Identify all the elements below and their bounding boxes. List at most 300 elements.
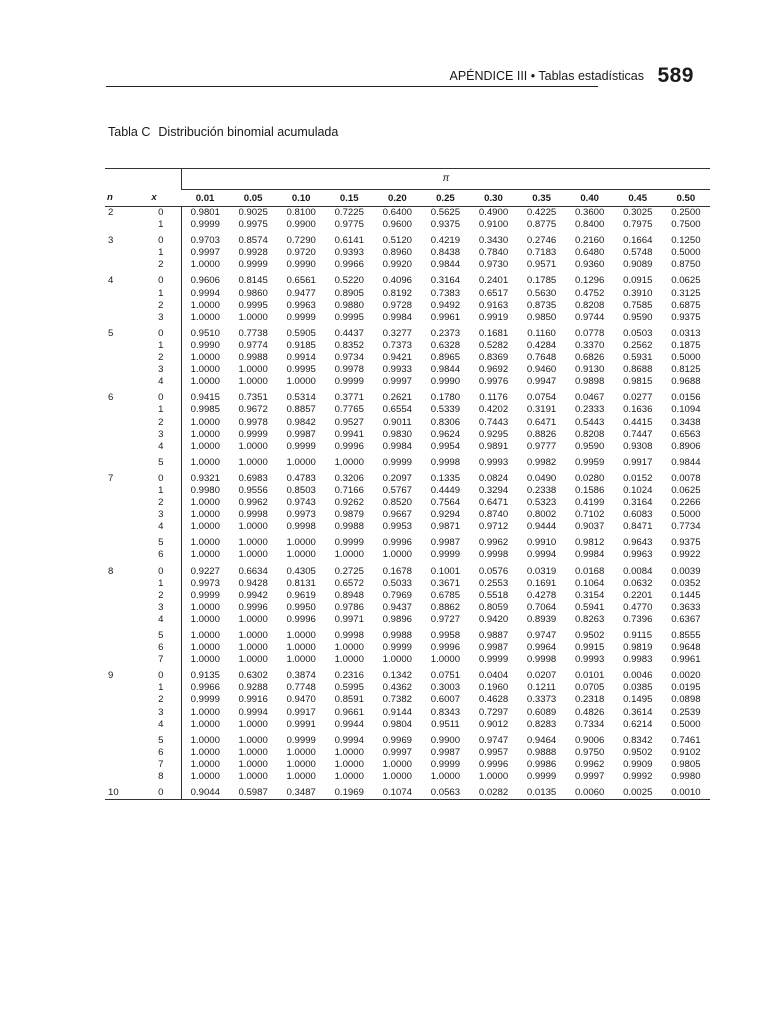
- cell-probability: 0.9987: [430, 746, 461, 758]
- cell-n: 4: [108, 275, 114, 287]
- cell-probability: 1.0000: [190, 428, 220, 440]
- cell-probability: 0.8471: [623, 521, 653, 533]
- cell-probability: 0.4219: [430, 235, 461, 247]
- cell-probability: 0.9428: [238, 577, 268, 589]
- cell-probability: 0.9375: [671, 537, 701, 549]
- cell-probability: 0.9998: [430, 456, 461, 468]
- cell-probability: 0.0751: [430, 670, 461, 682]
- cell-probability: 1.0000: [190, 509, 220, 521]
- cell-probability: 0.9624: [430, 428, 461, 440]
- header-rule: [106, 86, 598, 87]
- cell-probability: 0.6634: [238, 565, 268, 577]
- cell-n: 9: [108, 670, 114, 682]
- cell-probability: 0.0898: [671, 694, 701, 706]
- table-row: [105, 497, 710, 509]
- cell-probability: 0.8574: [238, 235, 268, 247]
- cell-x: 5: [127, 626, 181, 642]
- cell-probability: 1.0000: [190, 376, 220, 388]
- cell-probability: 1.0000: [190, 416, 220, 428]
- cell-probability: 0.5323: [526, 497, 557, 509]
- cell-probability: 0.1664: [623, 235, 653, 247]
- cell-probability: 0.8905: [334, 287, 364, 299]
- cell-probability: 1.0000: [430, 771, 461, 783]
- cell-probability: 0.9992: [623, 771, 653, 783]
- cell-probability: 0.9996: [430, 642, 461, 654]
- cell-x: 7: [127, 654, 181, 666]
- cell-probability: 0.9995: [334, 311, 364, 323]
- cell-x: 4: [127, 719, 181, 731]
- cell-probability: 0.3191: [526, 404, 557, 416]
- cell-probability: 0.8002: [526, 509, 557, 521]
- cell-probability: 1.0000: [190, 299, 220, 311]
- cell-probability: 0.9360: [574, 259, 605, 271]
- cell-probability: 0.9998: [286, 521, 316, 533]
- cell-n: [105, 549, 127, 561]
- cell-probability: 0.8343: [430, 706, 461, 718]
- cell-probability: 0.2725: [334, 565, 364, 577]
- cell-probability: 0.9502: [574, 630, 605, 641]
- cell-probability: 0.1335: [430, 472, 461, 484]
- cell-probability: 1.0000: [238, 654, 268, 666]
- cell-probability: 0.9993: [478, 456, 509, 468]
- cell-probability: 0.7166: [334, 484, 364, 496]
- cell-n: [105, 654, 127, 666]
- cell-x: 2: [127, 417, 181, 429]
- cell-probability: 0.6367: [671, 613, 701, 625]
- cell-n: [105, 441, 127, 453]
- cell-probability: 1.0000: [238, 311, 268, 323]
- cell-n: [105, 642, 127, 654]
- table-row: [105, 747, 710, 759]
- table-row: [105, 219, 710, 231]
- table-row: [105, 562, 710, 578]
- cell-probability: 0.8740: [478, 509, 509, 521]
- table-row: [105, 404, 710, 416]
- cell-probability: 1.0000: [190, 364, 220, 376]
- cell-probability: 0.9898: [574, 376, 605, 388]
- cell-probability: 0.7373: [382, 339, 413, 351]
- cell-probability: 0.9973: [286, 509, 316, 521]
- cell-probability: 0.9996: [238, 601, 268, 613]
- cell-probability: 0.6328: [430, 339, 461, 351]
- cell-probability: 0.9712: [478, 521, 509, 533]
- table-row: [105, 642, 710, 654]
- cell-n: [105, 626, 127, 642]
- cell-probability: 0.9990: [286, 259, 316, 271]
- cell-probability: 0.6141: [334, 235, 364, 247]
- cell-probability: 0.9842: [286, 416, 316, 428]
- cell-probability: 1.0000: [190, 521, 220, 533]
- cell-probability: 0.6785: [430, 589, 461, 601]
- cell-probability: 0.2318: [574, 694, 605, 706]
- cell-x: 6: [127, 549, 181, 561]
- cell-probability: 0.9999: [430, 549, 461, 561]
- cell-probability: 0.6554: [382, 404, 413, 416]
- table-row: [105, 376, 710, 388]
- cell-n: [105, 453, 127, 469]
- cell-probability: 0.0020: [671, 670, 701, 682]
- cell-probability: 0.7840: [478, 247, 509, 259]
- cell-probability: 0.9321: [190, 472, 220, 484]
- cell-probability: 0.7383: [430, 287, 461, 299]
- cell-probability: 0.9688: [671, 376, 701, 388]
- cell-n: [105, 533, 127, 549]
- cell-x: 0: [127, 231, 181, 247]
- cell-probability: 0.9957: [478, 746, 509, 758]
- cell-probability: 1.0000: [238, 718, 268, 730]
- page-number: 589: [657, 64, 694, 87]
- cell-probability: 0.9984: [382, 311, 413, 323]
- cell-probability: 0.1296: [574, 275, 605, 287]
- column-header-pi: 0.35: [518, 190, 566, 207]
- cell-probability: 0.9661: [334, 706, 364, 718]
- cell-probability: 0.8857: [286, 404, 316, 416]
- cell-probability: 0.7765: [334, 404, 364, 416]
- cell-probability: 0.9115: [623, 630, 653, 641]
- cell-probability: 0.0101: [574, 670, 605, 682]
- cell-probability: 0.9971: [334, 613, 364, 625]
- cell-probability: 0.9163: [478, 299, 509, 311]
- cell-probability: 1.0000: [286, 771, 316, 783]
- cell-probability: 0.9997: [382, 376, 413, 388]
- cell-probability: 0.9917: [286, 706, 316, 718]
- cell-probability: 0.3874: [286, 670, 316, 682]
- table-row: [105, 654, 710, 666]
- cell-probability: 0.9648: [671, 642, 701, 654]
- cell-x: 1: [127, 247, 181, 259]
- cell-x: 5: [127, 453, 181, 469]
- cell-probability: 0.9037: [574, 521, 605, 533]
- cell-probability: 0.9375: [430, 219, 461, 231]
- cell-probability: 0.9728: [382, 299, 413, 311]
- cell-probability: 0.0404: [478, 670, 509, 682]
- cell-probability: 0.9571: [526, 259, 557, 271]
- cell-probability: 0.6572: [334, 577, 364, 589]
- cell-probability: 0.9444: [526, 521, 557, 533]
- cell-probability: 0.8125: [671, 364, 701, 376]
- cell-probability: 0.9950: [286, 601, 316, 613]
- table-row: [105, 521, 710, 533]
- cell-probability: 0.5220: [334, 275, 364, 287]
- cell-probability: 0.5314: [286, 392, 316, 404]
- cell-probability: 1.0000: [334, 746, 364, 758]
- table-row: [105, 300, 710, 312]
- cell-probability: 0.3154: [574, 589, 605, 601]
- cell-probability: 0.9941: [334, 428, 364, 440]
- cell-probability: 0.0277: [623, 392, 653, 404]
- cell-probability: 0.8948: [334, 589, 364, 601]
- cell-n: [105, 485, 127, 497]
- cell-probability: 0.8775: [526, 219, 557, 231]
- cell-probability: 1.0000: [238, 537, 268, 549]
- cell-probability: 0.7351: [238, 392, 268, 404]
- cell-probability: 0.9963: [623, 549, 653, 561]
- cell-probability: 1.0000: [190, 706, 220, 718]
- cell-probability: 0.2562: [623, 339, 653, 351]
- cell-probability: 0.2746: [526, 235, 557, 247]
- cell-probability: 0.5748: [623, 247, 653, 259]
- cell-probability: 0.9730: [478, 259, 509, 271]
- cell-probability: 0.9922: [671, 549, 701, 561]
- cell-probability: 0.9997: [574, 771, 605, 783]
- cell-probability: 0.5033: [382, 577, 413, 589]
- cell-probability: 0.0352: [671, 577, 701, 589]
- cell-probability: 0.5282: [478, 339, 509, 351]
- cell-probability: 0.4449: [430, 484, 461, 496]
- cell-x: 1: [127, 682, 181, 694]
- cell-n: [105, 429, 127, 441]
- cell-probability: 0.7585: [623, 299, 653, 311]
- cell-probability: 0.9928: [238, 247, 268, 259]
- cell-probability: 0.0503: [623, 327, 653, 339]
- cell-probability: 0.0385: [623, 682, 653, 694]
- cell-probability: 0.9999: [286, 734, 316, 746]
- cell-probability: 0.7748: [286, 682, 316, 694]
- cell-probability: 1.0000: [286, 630, 316, 641]
- cell-n: [105, 417, 127, 429]
- cell-probability: 0.9727: [430, 613, 461, 625]
- cell-x: 2: [127, 497, 181, 509]
- cell-probability: 0.9969: [382, 734, 413, 746]
- cell-probability: 1.0000: [190, 537, 220, 549]
- cell-probability: 0.7648: [526, 352, 557, 364]
- cell-x: 0: [127, 207, 181, 220]
- cell-probability: 0.0195: [671, 682, 701, 694]
- cell-probability: 0.3003: [430, 682, 461, 694]
- cell-probability: 0.9871: [430, 521, 461, 533]
- cell-probability: 0.4362: [382, 682, 413, 694]
- cell-probability: 0.0084: [623, 565, 653, 577]
- cell-probability: 0.9025: [238, 207, 268, 218]
- cell-n: 8: [108, 565, 114, 577]
- cell-x: 3: [127, 429, 181, 441]
- cell-probability: 1.0000: [190, 456, 220, 468]
- cell-probability: 0.2160: [574, 235, 605, 247]
- cell-probability: 0.5941: [574, 601, 605, 613]
- cell-probability: 0.9415: [190, 392, 220, 404]
- cell-x: 1: [127, 404, 181, 416]
- cell-probability: 0.7975: [623, 219, 653, 231]
- cell-probability: 0.0563: [421, 783, 469, 800]
- cell-probability: 0.9962: [574, 758, 605, 770]
- cell-probability: 0.1780: [430, 392, 461, 404]
- cell-probability: 0.9590: [574, 440, 605, 452]
- cell-probability: 0.3125: [671, 287, 701, 299]
- cell-probability: 0.0824: [478, 472, 509, 484]
- cell-probability: 0.9963: [286, 299, 316, 311]
- cell-probability: 0.7461: [671, 734, 701, 746]
- cell-n: [105, 259, 127, 271]
- cell-probability: 0.4199: [574, 497, 605, 509]
- table-row: [105, 207, 710, 220]
- cell-probability: 1.0000: [238, 630, 268, 641]
- cell-probability: 0.9999: [190, 219, 220, 231]
- cell-probability: 0.9999: [286, 440, 316, 452]
- cell-probability: 0.9619: [286, 589, 316, 601]
- cell-probability: 0.5767: [382, 484, 413, 496]
- cell-probability: 0.9978: [238, 416, 268, 428]
- cell-probability: 1.0000: [190, 497, 220, 509]
- cell-probability: 1.0000: [190, 734, 220, 746]
- cell-probability: 0.5000: [671, 509, 701, 521]
- table-row: [105, 352, 710, 364]
- cell-probability: 0.6400: [382, 207, 413, 218]
- cell-probability: 1.0000: [190, 654, 220, 666]
- cell-probability: 0.9185: [286, 339, 316, 351]
- cell-probability: 0.9996: [334, 440, 364, 452]
- cell-x: 1: [127, 485, 181, 497]
- table-row: [105, 324, 710, 340]
- cell-probability: 0.3164: [623, 497, 653, 509]
- cell-n: [105, 707, 127, 719]
- cell-probability: 0.9880: [334, 299, 364, 311]
- cell-probability: 0.9961: [671, 654, 701, 666]
- cell-probability: 0.2621: [382, 392, 413, 404]
- cell-probability: 0.5995: [334, 682, 364, 694]
- cell-probability: 0.9997: [190, 247, 220, 259]
- cell-probability: 0.9999: [190, 589, 220, 601]
- cell-probability: 0.9976: [478, 376, 509, 388]
- cell-probability: 1.0000: [238, 771, 268, 783]
- cell-probability: 0.9994: [526, 549, 557, 561]
- cell-probability: 0.8503: [286, 484, 316, 496]
- cell-probability: 0.9983: [623, 654, 653, 666]
- cell-probability: 0.9962: [478, 537, 509, 549]
- cell-probability: 0.9964: [526, 642, 557, 654]
- cell-probability: 0.9984: [574, 549, 605, 561]
- cell-probability: 0.9805: [671, 758, 701, 770]
- cell-probability: 0.9744: [574, 311, 605, 323]
- cell-probability: 0.0754: [526, 392, 557, 404]
- cell-n: [105, 602, 127, 614]
- table-row: [105, 682, 710, 694]
- cell-probability: 0.9910: [526, 537, 557, 549]
- table-row: [105, 469, 710, 485]
- cell-probability: 0.1678: [382, 565, 413, 577]
- cell-probability: 1.0000: [430, 654, 461, 666]
- cell-probability: 0.9295: [478, 428, 509, 440]
- cell-probability: 0.0625: [671, 484, 701, 496]
- cell-probability: 0.9600: [382, 219, 413, 231]
- cell-probability: 1.0000: [238, 758, 268, 770]
- cell-x: 1: [127, 340, 181, 352]
- cell-probability: 0.1681: [478, 327, 509, 339]
- cell-probability: 0.3430: [478, 235, 509, 247]
- cell-probability: 0.1074: [373, 783, 421, 800]
- table-caption: Distribución binomial acumulada: [158, 125, 339, 139]
- cell-n: [105, 497, 127, 509]
- cell-probability: 0.9667: [382, 509, 413, 521]
- column-header-pi: 0.40: [566, 190, 614, 207]
- cell-probability: 1.0000: [190, 613, 220, 625]
- cell-probability: 0.9747: [526, 630, 557, 641]
- cell-probability: 0.9375: [671, 311, 701, 323]
- cell-probability: 0.9743: [286, 497, 316, 509]
- cell-x: 3: [127, 707, 181, 719]
- cell-probability: 0.8438: [430, 247, 461, 259]
- cell-probability: 0.6826: [574, 352, 605, 364]
- cell-probability: 0.1064: [574, 577, 605, 589]
- table-row: [105, 441, 710, 453]
- cell-x: 2: [127, 300, 181, 312]
- cell-probability: 0.9999: [478, 654, 509, 666]
- cell-probability: 1.0000: [190, 549, 220, 561]
- cell-probability: 0.9942: [238, 589, 268, 601]
- cell-probability: 0.8960: [382, 247, 413, 259]
- cell-n: [105, 404, 127, 416]
- cell-probability: 0.9750: [574, 746, 605, 758]
- cell-probability: 0.4305: [286, 565, 316, 577]
- cell-n: [105, 300, 127, 312]
- cell-probability: 0.8906: [671, 440, 701, 452]
- cell-x: 1: [127, 578, 181, 590]
- cell-probability: 1.0000: [238, 364, 268, 376]
- cell-probability: 0.5339: [430, 404, 461, 416]
- cell-probability: 0.7500: [671, 219, 701, 231]
- cell-probability: 0.9993: [574, 654, 605, 666]
- cell-probability: 0.4202: [478, 404, 509, 416]
- cell-probability: 0.7969: [382, 589, 413, 601]
- running-header: [106, 64, 694, 92]
- cell-probability: 0.6214: [623, 718, 653, 730]
- cell-probability: 0.1024: [623, 484, 653, 496]
- cell-probability: 0.3633: [671, 601, 701, 613]
- cell-probability: 0.1636: [623, 404, 653, 416]
- cell-probability: 0.9089: [623, 259, 653, 271]
- cell-probability: 0.9994: [334, 734, 364, 746]
- table-row: [105, 259, 710, 271]
- table-row: [105, 533, 710, 549]
- cell-probability: 0.8400: [574, 219, 605, 231]
- cell-probability: 0.8100: [286, 207, 316, 218]
- column-header-pi: 0.10: [277, 190, 325, 207]
- cell-probability: 0.9990: [430, 376, 461, 388]
- cell-probability: 0.5625: [430, 207, 461, 218]
- table-row: [105, 312, 710, 324]
- cell-probability: 0.0319: [526, 565, 557, 577]
- cell-probability: 0.4437: [334, 327, 364, 339]
- cell-probability: 0.8862: [430, 601, 461, 613]
- cell-probability: 0.9998: [334, 630, 364, 641]
- cell-probability: 0.8306: [430, 416, 461, 428]
- cell-n: [105, 578, 127, 590]
- column-header-row: [105, 190, 710, 207]
- cell-n: [105, 288, 127, 300]
- cell-probability: 0.2500: [671, 207, 701, 218]
- cell-probability: 0.9990: [190, 339, 220, 351]
- cell-probability: 0.9511: [431, 718, 460, 730]
- cell-probability: 1.0000: [190, 630, 220, 641]
- cell-probability: 0.1960: [478, 682, 509, 694]
- cell-probability: 0.9958: [430, 630, 461, 641]
- cell-probability: 0.9914: [286, 352, 316, 364]
- cell-probability: 0.9812: [574, 537, 605, 549]
- cell-probability: 0.9470: [286, 694, 316, 706]
- cell-x: 7: [127, 759, 181, 771]
- cell-n: 7: [108, 472, 114, 484]
- cell-probability: 0.9999: [334, 537, 364, 549]
- cell-probability: 0.0207: [526, 670, 557, 682]
- cell-probability: 0.9775: [334, 219, 364, 231]
- table-row: [105, 719, 710, 731]
- column-header-pi: 0.25: [421, 190, 469, 207]
- cell-probability: 0.5000: [671, 718, 701, 730]
- cell-probability: 0.9393: [334, 247, 364, 259]
- cell-probability: 0.8750: [671, 259, 701, 271]
- cell-probability: 0.1211: [527, 682, 556, 694]
- cell-x: 6: [127, 642, 181, 654]
- cell-x: 5: [127, 533, 181, 549]
